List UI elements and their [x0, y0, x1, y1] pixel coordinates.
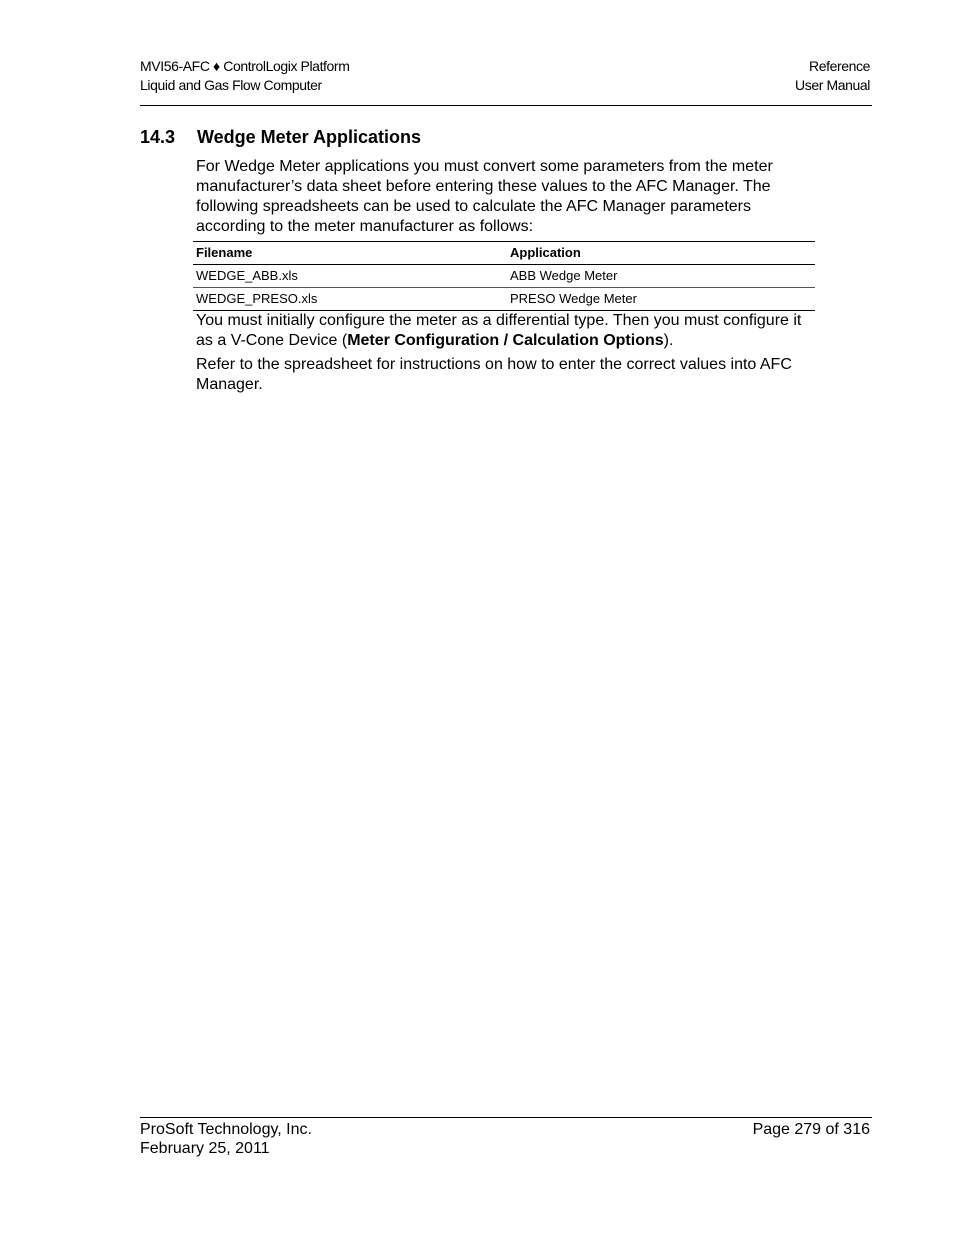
- table-row: [193, 265, 815, 288]
- header-section-label: Reference: [809, 58, 870, 74]
- table-row: [193, 288, 815, 311]
- refer-paragraph: Refer to the spreadsheet for instructions on how to enter the correct values into AFC Manager.: [196, 356, 792, 393]
- table-header-filename: Filename: [193, 242, 507, 265]
- header-divider: [140, 105, 872, 106]
- table-cell-application: ABB Wedge Meter: [507, 265, 815, 288]
- section-title: Wedge Meter Applications: [197, 127, 422, 147]
- table-cell-application: PRESO Wedge Meter: [507, 288, 815, 311]
- header-product-line: MVI56-AFC ♦ ControlLogix Platform: [140, 58, 350, 74]
- section-number: 14.3: [140, 127, 176, 147]
- table-cell-filename: WEDGE_PRESO.xls: [193, 288, 507, 311]
- footer-company: ProSoft Technology, Inc.: [140, 1121, 312, 1138]
- config-separator: /: [499, 332, 513, 349]
- config-bold-calculation-options: Calculation Options: [512, 332, 664, 349]
- section-heading: [140, 126, 421, 148]
- table-header-application: Application: [507, 242, 815, 265]
- section-body: [196, 157, 818, 395]
- intro-paragraph: For Wedge Meter applications you must convert some parameters from the meter manufacturer’s data sheet before entering these values to the AFC Manager. The following spreadsheets can be used to calculate the AFC Manager parameters according to the meter manufacturer as follows:: [196, 158, 773, 235]
- header-right: [795, 57, 870, 95]
- header-product-subtitle: Liquid and Gas Flow Computer: [140, 77, 322, 93]
- header-left: [140, 57, 349, 95]
- footer-date: February 25, 2011: [140, 1140, 270, 1157]
- config-paragraph: [196, 311, 818, 351]
- footer-divider: [140, 1117, 872, 1118]
- footer-left: [140, 1120, 312, 1158]
- header-doc-type: User Manual: [795, 77, 870, 93]
- config-text-end: ).: [663, 332, 674, 349]
- config-bold-meter-configuration: Meter Configuration: [347, 332, 500, 349]
- footer-page-number: Page 279 of 316: [752, 1121, 870, 1138]
- table-cell-filename: WEDGE_ABB.xls: [193, 265, 507, 288]
- config-text-start: You must initially configure the meter as a differential type. Then you must configure it as a V-Cone Device (: [196, 312, 802, 349]
- spreadsheet-table: [193, 241, 815, 311]
- table-header-row: [193, 242, 815, 265]
